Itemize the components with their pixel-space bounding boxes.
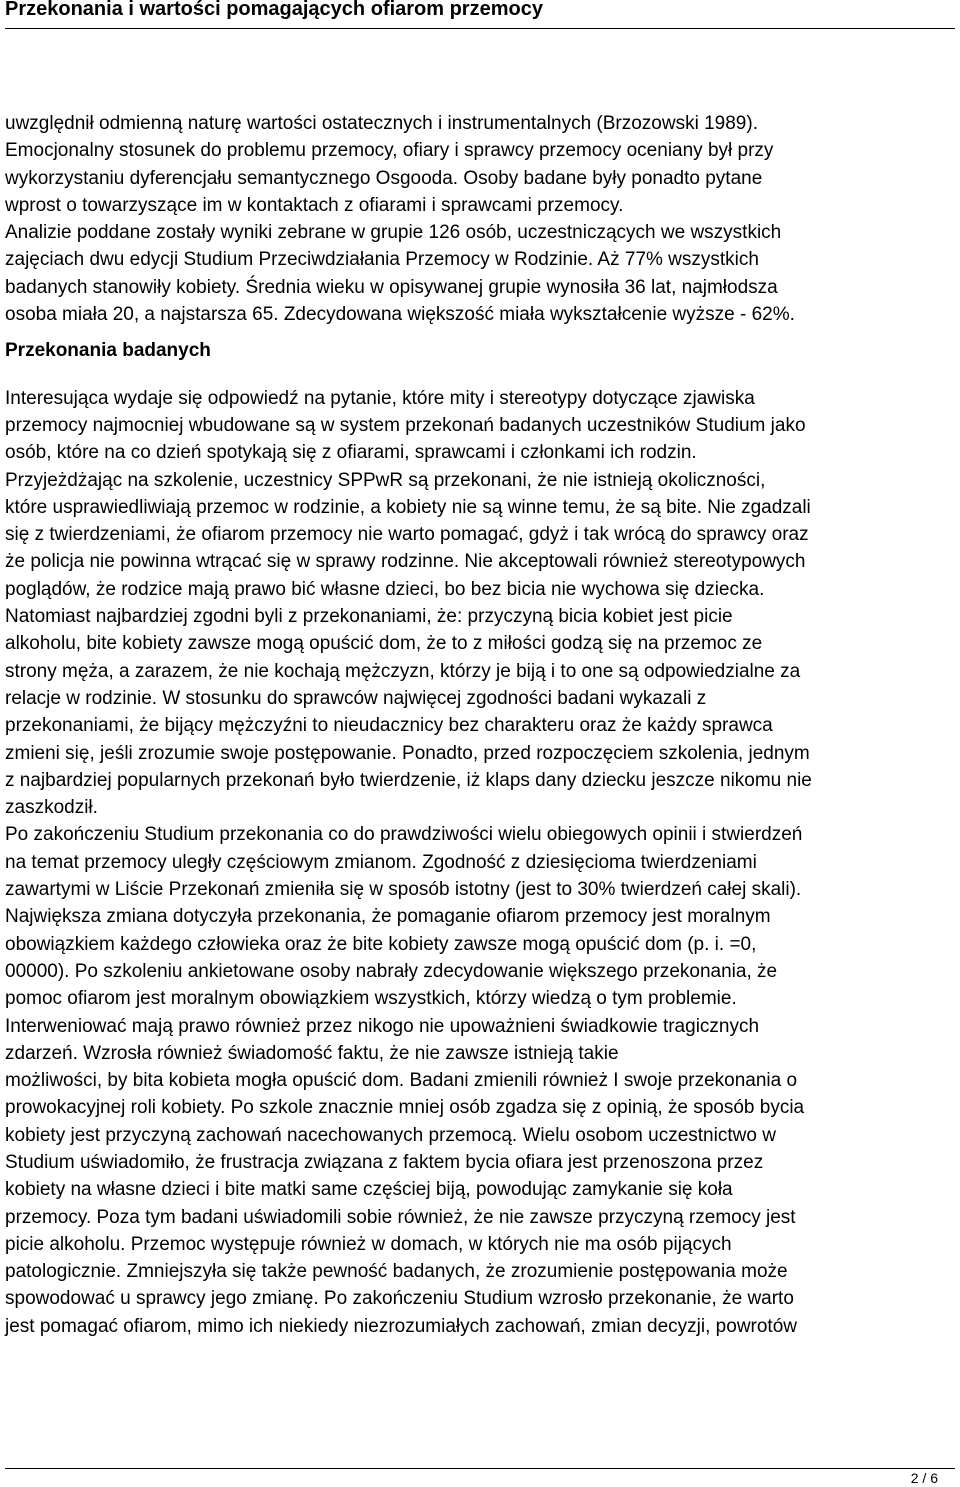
text-line: Największa zmiana dotyczyła przekonania, że pomaganie ofiarom przemocy jest moralnym	[5, 906, 771, 928]
text-line: 00000). Po szkoleniu ankietowane osoby nabrały zdecydowanie większego przekonania, że	[5, 960, 778, 982]
document-body	[5, 110, 957, 1340]
page-number: 2 / 6	[910, 1470, 938, 1486]
text-line: które usprawiedliwiają przemoc w rodzinie, a kobiety nie są winne temu, że są bite. Nie zgadzali	[5, 496, 811, 518]
text-line: wykorzystaniu dyferencjału semantycznego Osgooda. Osoby badane były ponadto pytane	[5, 167, 763, 189]
text-line: uwzględnił odmienną naturę wartości ostatecznych i instrumentalnych (Brzozowski 1989).	[5, 113, 758, 134]
text-line: zaszkodził.	[5, 797, 98, 819]
text-line: możliwości, by bita kobieta mogła opuścić dom. Badani zmienili również I swoje przekonania o	[5, 1070, 798, 1092]
text-line: poglądów, że rodzice mają prawo bić własne dzieci, bo bez bicia nie wychowa się dziecka.	[5, 578, 765, 600]
text-line: obowiązkiem każdego człowieka oraz że bite kobiety zawsze mogą opuścić dom (p. i. =0,	[5, 933, 757, 955]
text-line: kobiety na własne dzieci i bite matki same częściej biją, powodując zamykanie się koła	[5, 1179, 733, 1201]
text-line: na temat przemocy uległy częściowym zmianom. Zgodność z dziesięcioma twierdzeniami	[5, 851, 757, 873]
text-line: pomoc ofiarom jest moralnym obowiązkiem wszystkich, którzy wiedzą o tym problemie.	[5, 988, 737, 1010]
paragraph-intro	[5, 110, 957, 328]
text-line: strony męża, a zarazem, że nie kochają mężczyzn, którzy je biją i to one są odpowiedzialne za	[5, 660, 801, 682]
text-line: wprost o towarzyszące im w kontaktach z ofiarami i sprawcami przemocy.	[5, 194, 624, 216]
text-line: zmieni się, jeśli zrozumie swoje postępowanie. Ponadto, przed rozpoczęciem szkolenia, jednym	[5, 742, 810, 764]
text-line: patologicznie. Zmniejszyła się także pewność badanych, że zrozumienie postępowania może	[5, 1261, 788, 1283]
text-line: Po zakończeniu Studium przekonania co do prawdziwości wielu obiegowych opinii i stwierdzeń	[5, 824, 803, 846]
text-line: z najbardziej popularnych przekonań było twierdzenie, iż klaps dany dziecku jeszcze nikomu nie	[5, 769, 812, 791]
text-line: zajęciach dwu edycji Studium Przeciwdziałania Przemocy w Rodzinie. Aż 77% wszystkich	[5, 249, 759, 271]
document-title: Przekonania i wartości pomagających ofiarom przemocy	[5, 0, 543, 20]
text-line: kobiety jest przyczyną zachowań nacechowanych przemocą. Wielu osobom uczestnictwo w	[5, 1124, 776, 1146]
text-line: że policja nie powinna wtrącać się w sprawy rodzinne. Nie akceptowali również stereotypowych	[5, 551, 806, 573]
text-line: Studium uświadomiło, że frustracja związana z faktem bycia ofiara jest przenoszona przez	[5, 1151, 764, 1173]
text-line: się z twierdzeniami, że ofiarom przemocy nie warto pomagać, gdyż i tak wrócą do sprawcy oraz	[5, 524, 809, 546]
header-divider	[5, 28, 955, 29]
text-line: osoba miała 20, a najstarsza 65. Zdecydowana większość miała wykształcenie wyższe - 62%.	[5, 304, 795, 326]
text-line: Przyjeżdżając na szkolenie, uczestnicy SPPwR są przekonani, że nie istnieją okoliczności,	[5, 469, 766, 491]
text-line: badanych stanowiły kobiety. Średnia wieku w opisywanej grupie wynosiła 36 lat, najmłodsza	[5, 276, 778, 298]
text-line: spowodować u sprawcy jego zmianę. Po zakończeniu Studium wzrosło przekonanie, że warto	[5, 1288, 794, 1310]
text-line: przemocy. Poza tym badani uświadomili sobie również, że nie zawsze przyczyną rzemocy jest	[5, 1206, 796, 1228]
text-line: picie alkoholu. Przemoc występuje również w domach, w których nie ma osób pijących	[5, 1233, 732, 1255]
footer-divider	[5, 1468, 955, 1469]
text-line: zawartymi w Liście Przekonań zmieniła się w sposób istotny (jest to 30% twierdzeń całej skali).	[5, 879, 802, 901]
text-line: Interesująca wydaje się odpowiedź na pytanie, które mity i stereotypy dotyczące zjawiska	[5, 387, 755, 409]
text-line: osób, które na co dzień spotykają się z ofiarami, sprawcami i członkami ich rodzin.	[5, 442, 697, 464]
section-heading: Przekonania badanych	[5, 340, 211, 362]
text-line: przemocy najmocniej wbudowane są w system przekonań badanych uczestników Studium jako	[5, 414, 806, 436]
text-line: Emocjonalny stosunek do problemu przemocy, ofiary i sprawcy przemocy oceniany był przy	[5, 140, 774, 162]
text-line: zdarzeń. Wzrosła również świadomość faktu, że nie zawsze istnieją takie	[5, 1042, 619, 1064]
paragraph-beliefs	[5, 385, 957, 1340]
page-header	[0, 0, 960, 32]
text-line: jest pomagać ofiarom, mimo ich niekiedy niezrozumiałych zachowań, zmian decyzji, powrotów	[5, 1315, 797, 1337]
text-line: Analizie poddane zostały wyniki zebrane w grupie 126 osób, uczestniczących we wszystkich	[5, 222, 782, 244]
text-line: relacje w rodzinie. W stosunku do sprawców najwięcej zgodności badani wykazali z	[5, 687, 707, 709]
text-line: przekonaniami, że bijący mężczyźni to nieudacznicy bez charakteru oraz że każdy sprawca	[5, 715, 773, 737]
text-line: Interweniować mają prawo również przez nikogo nie upoważnieni świadkowie tragicznych	[5, 1015, 760, 1037]
text-line: alkoholu, bite kobiety zawsze mogą opuścić dom, że to z miłości godzą się na przemoc ze	[5, 633, 763, 655]
text-line: Natomiast najbardziej zgodni byli z przekonaniami, że: przyczyną bicia kobiet jest picie	[5, 606, 733, 628]
text-line: prowokacyjnej roli kobiety. Po szkole znacznie mniej osób zgadza się z opinią, że sposób bycia	[5, 1097, 805, 1119]
